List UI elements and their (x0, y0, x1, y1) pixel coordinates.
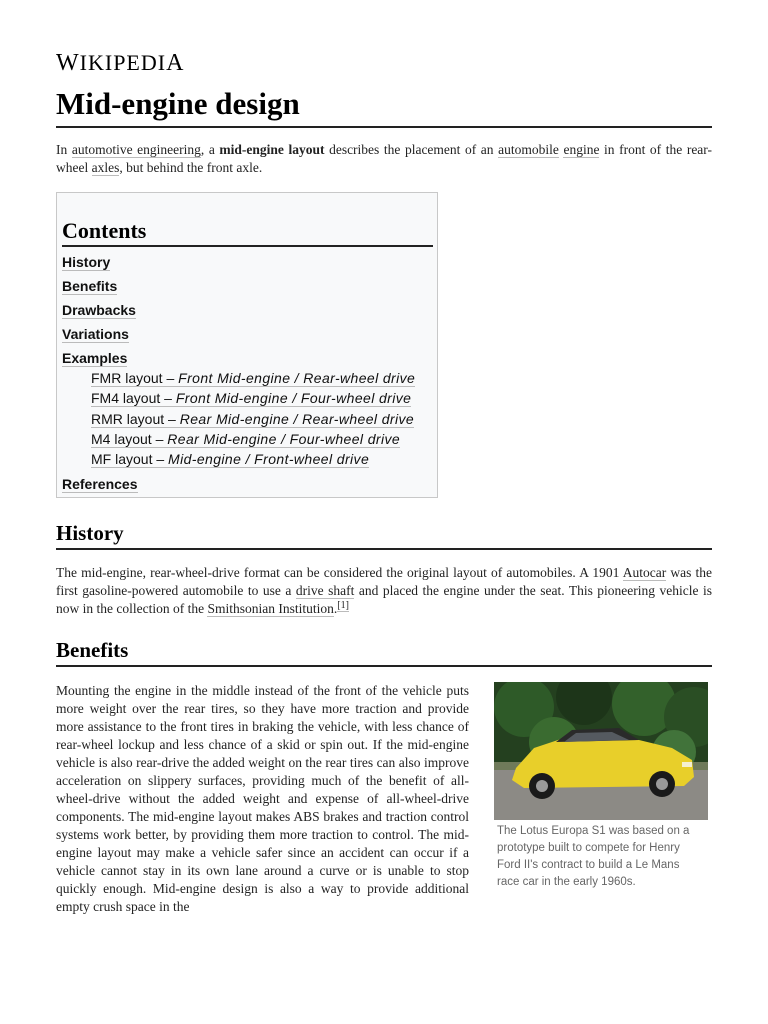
history-paragraph: The mid-engine, rear-wheel-drive format can be considered the original layout of automobiles. A 1901 Autocar was the first gasoline-powered automobile to use a drive shaft and placed the engine under the seat. This pioneering vehicle is now in the collection of the Smithsonian Institution.[1] (56, 565, 713, 616)
lotus-europa-figure (494, 682, 708, 891)
link-engine[interactable]: engine (563, 142, 600, 157)
table-of-contents (56, 192, 438, 498)
toc-subitem-mf[interactable]: MF layout – Mid-engine / Front-wheel drive (91, 451, 370, 468)
toc-title: Contents (62, 219, 433, 247)
link-drive-shaft[interactable]: drive shaft (295, 583, 355, 598)
toc-item-drawbacks[interactable]: Drawbacks (62, 302, 136, 318)
wordmark-initial: W (56, 50, 80, 76)
link-automotive-engineering[interactable]: automotive engineering (71, 142, 201, 157)
toc-subitem-rmr[interactable]: RMR layout – Rear Mid-engine / Rear-wheel drive (91, 410, 415, 427)
section-heading-benefits: Benefits (56, 637, 712, 667)
toc-subitem-m4[interactable]: M4 layout – Rear Mid-engine / Four-wheel drive (91, 430, 401, 447)
figure-caption: The Lotus Europa S1 was based on a prototype built to compete for Henry Ford II's contract to build a Le Mans race car in the early 1960s. (497, 825, 690, 888)
toc-item-references[interactable]: References (62, 476, 138, 493)
section-heading-history: History (56, 520, 712, 550)
intro-paragraph: In automotive engineering, a mid-engine layout describes the placement of an automobile engine in front of the rear-wheel axles, but behind the front axle. (56, 142, 713, 175)
benefits-paragraph: Mounting the engine in the middle instead of the front of the vehicle puts more weight over the rear tires, so they have more traction and provide more assistance to the front tires in braking the vehicle, with less chance of rear-wheel lockup and less chance of a skid or spin out. If the mid-engine vehicle is also rear-drive the added weight on the rear tires can also improve acceleration on slippery surfaces, providing much of the benefit of all-wheel-drive without the added weight and expense of all-wheel-drive components. The mid-engine layout makes ABS brakes and traction control systems work better, by providing them more traction to control. The mid-engine layout may make a vehicle safer since an accident can occur if a vehicle cannot stay in its own lane around a curve or is unable to stop quickly enough. Mid-engine design is also a way to provide additional empty crush space in the (56, 683, 469, 914)
reference-1[interactable]: [1] (337, 599, 349, 611)
toc-item-examples[interactable]: Examples (62, 350, 128, 366)
wordmark-final: A (166, 50, 185, 76)
toc-subitem-fm4[interactable]: FM4 layout – Front Mid-engine / Four-wheel drive (91, 390, 412, 407)
link-autocar[interactable]: Autocar (622, 565, 667, 580)
wordmark-middle: IKIPEDI (79, 50, 167, 75)
link-smithsonian-institution[interactable]: Smithsonian Institution (207, 601, 334, 616)
intro-bold-term: mid-engine layout (219, 142, 325, 157)
toc-subitem-fmr[interactable]: FMR layout – Front Mid-engine / Rear-wheel drive (91, 370, 416, 386)
link-automobile[interactable]: automobile (498, 142, 559, 157)
toc-item-history[interactable]: History (62, 254, 111, 270)
toc-item-benefits[interactable]: Benefits (62, 278, 118, 294)
page-title: Mid-engine design (56, 86, 712, 128)
lotus-europa-photo[interactable] (494, 682, 708, 820)
car-illustration (494, 682, 708, 820)
wikipedia-wordmark[interactable] (56, 50, 184, 77)
link-axles[interactable]: axles (91, 160, 120, 175)
toc-item-variations[interactable]: Variations (62, 326, 129, 342)
